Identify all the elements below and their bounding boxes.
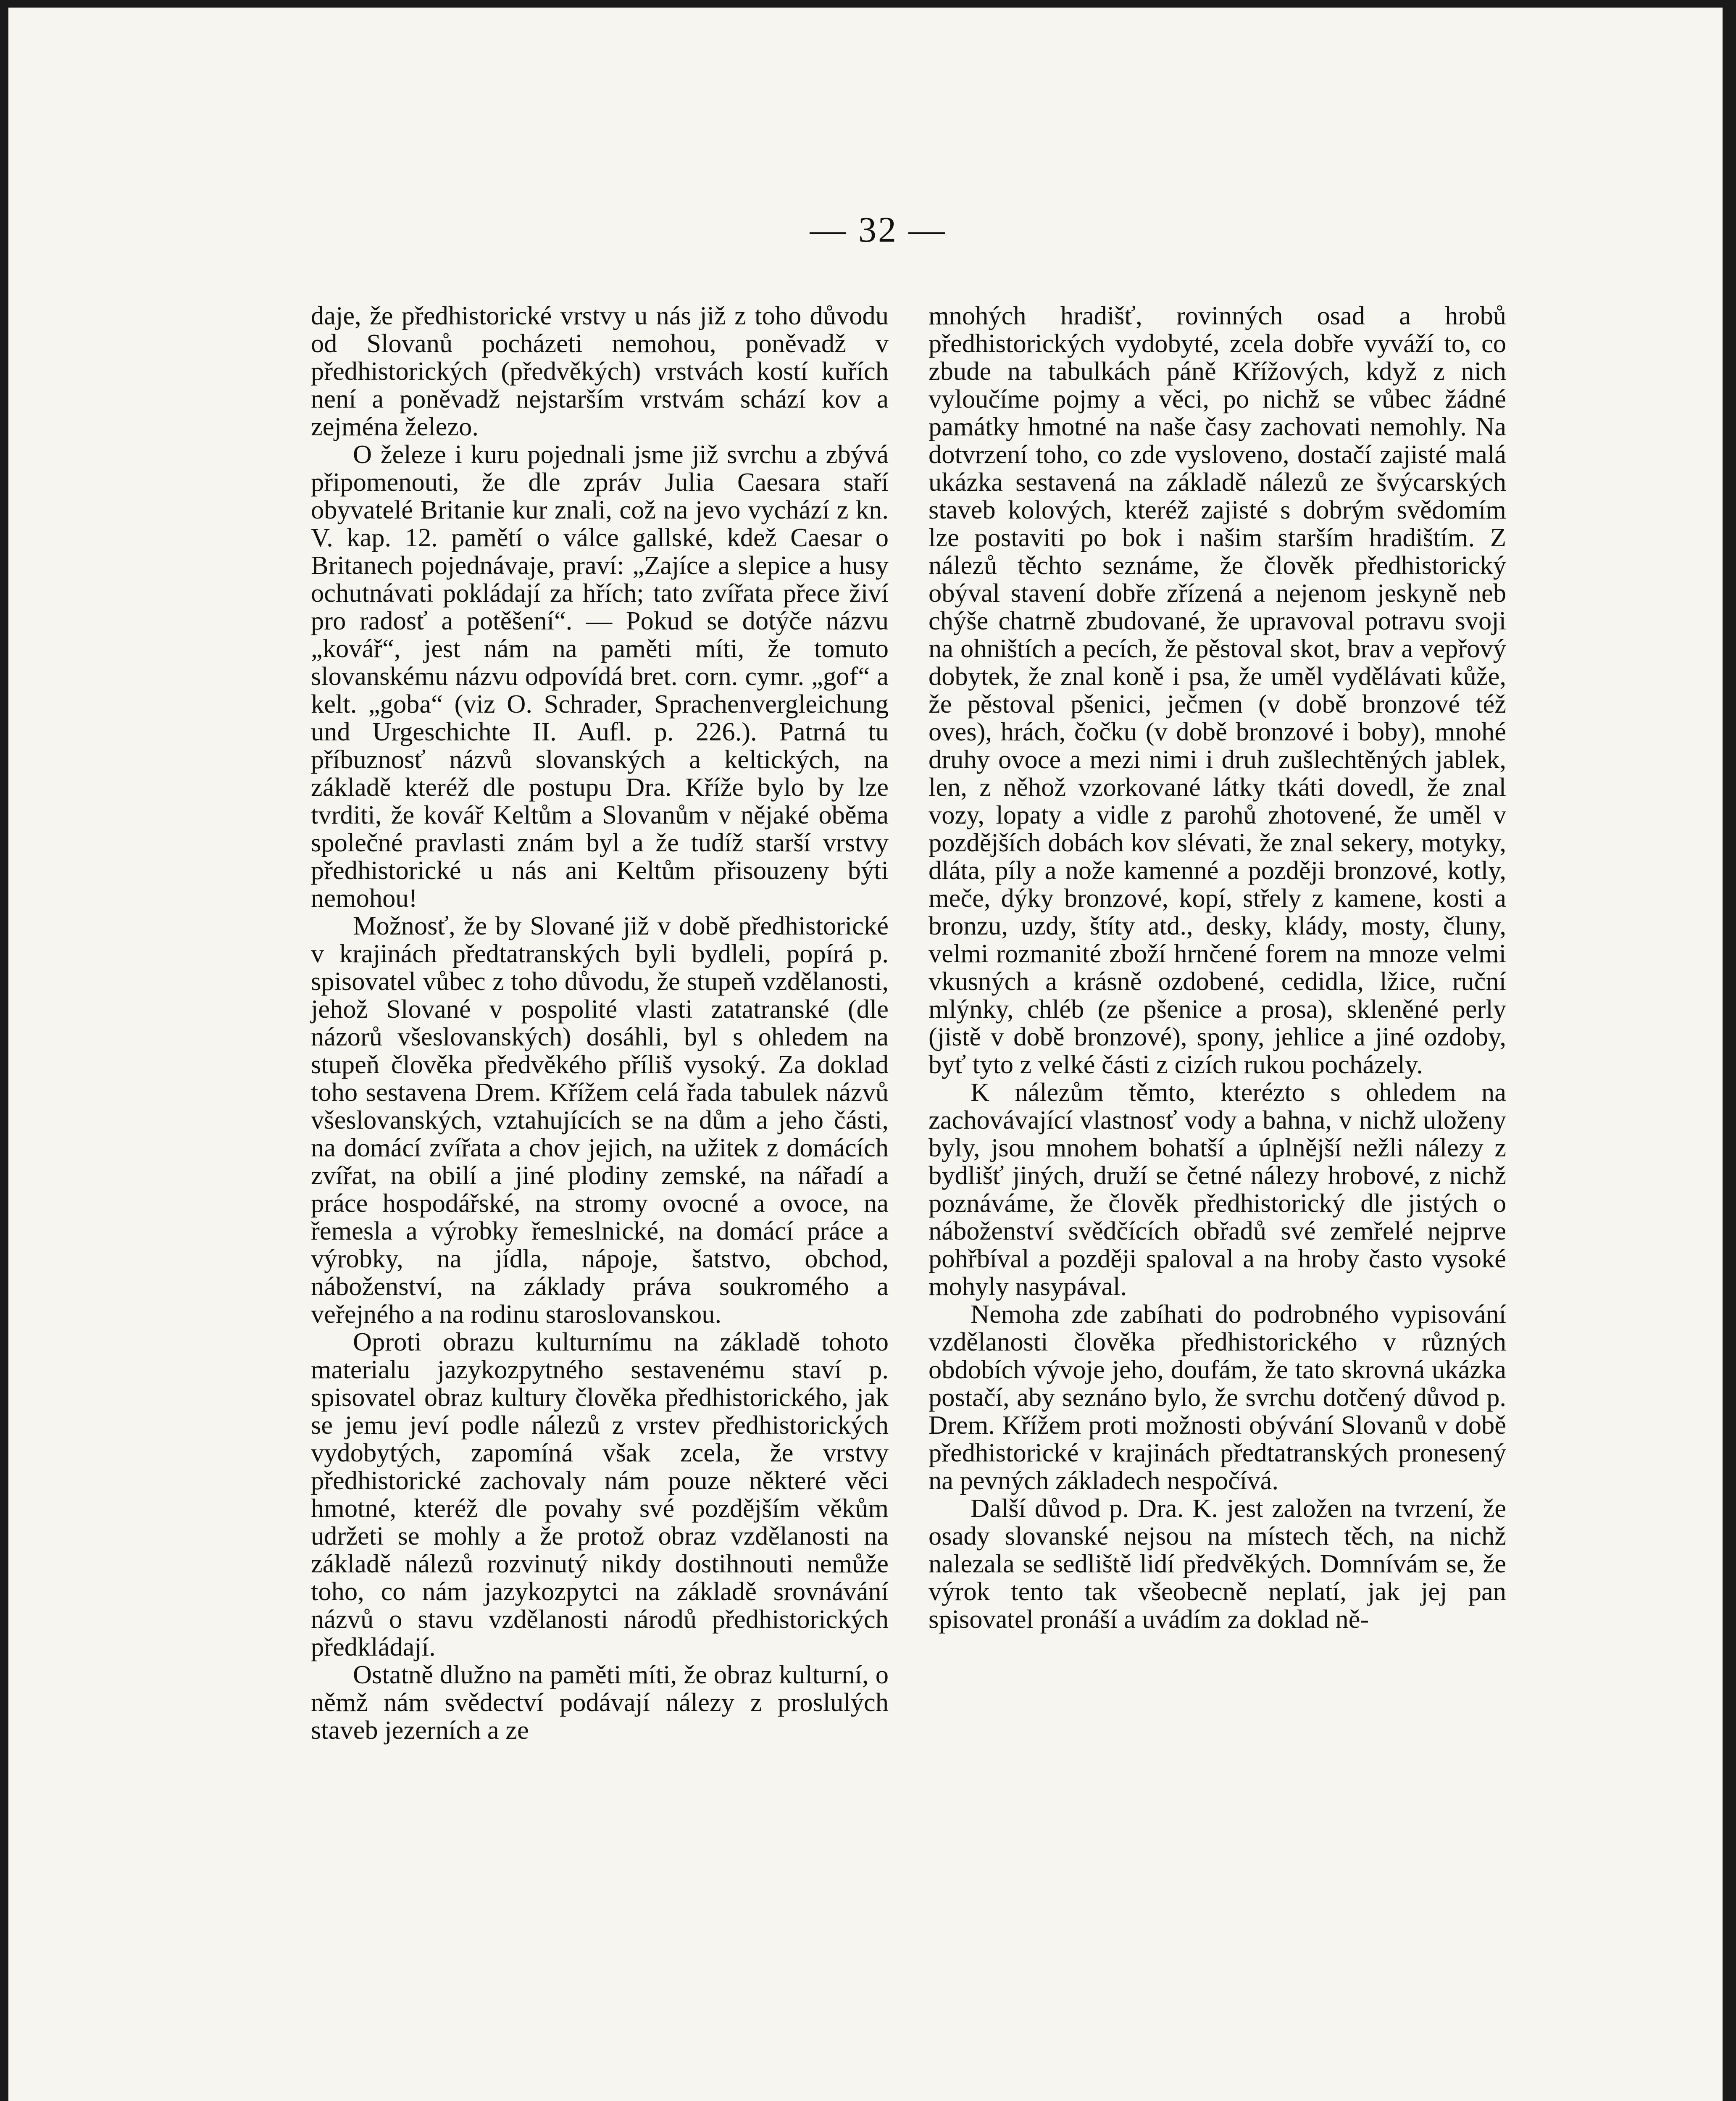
right-column [928,302,1506,1633]
paragraph: daje, že předhistorické vrstvy u nás již z toho důvodu od Slovanů pocházeti nemohou, poněvadž v předhistorických (předvěkých) vrstvách kostí kuřích není a poněvadž nejstarším vrstvám schází kov a zejména železo. [311,301,889,441]
page-number: — 32 — [810,209,947,250]
paragraph: mnohých hradišť, rovinných osad a hrobů předhistorických vydobyté, zcela dobře vyváží to, co zbude na tabulkách páně Křížových, když z nich vyloučíme pojmy a věci, po nichž se vůbec žádné památky hmotné na naše časy zachovati nemohly. Na dotvrzení toho, co zde vysloveno, dostačí zajisté malá ukázka sestavená na základě nálezů ze švýcarských staveb kolových, kteréž zajisté s dobrým svědomím lze postaviti po bok i našim starším hradištím. Z nálezů těchto seznáme, že člověk předhistorický obýval stavení dobře zřízená a nejenom jeskyně neb chýše chatrně zbudované, že upravoval potravu svoji na ohništích a pecích, že pěstoval skot, brav a vepřový dobytek, že znal koně i psa, že uměl vydělávati kůže, že pěstoval pšenici, ječmen (v době bronzové též oves), hrách, čočku (v době bronzové i boby), mnohé druhy ovoce a mezi nimi i druh zušlechtěných jablek, len, z něhož vzorkované látky tkáti dovedl, že znal vozy, lopaty a vidle z parohů zhotovené, že uměl v pozdějších dobách kov slévati, že znal sekery, motyky, dláta, píly a nože kamenné a později bronzové, kotly, meče, dýky bronzové, kopí, střely z kamene, kosti a bronzu, uzdy, štíty atd., desky, klády, mosty, čluny, velmi rozmanité zboží hrnčené forem na mnoze velmi vkusných a krásně ozdobené, cedidla, lžice, ruční mlýnky, chléb (ze pšenice a prosa), skleněné perly (jistě v době bronzové), spony, jehlice a jiné ozdoby, byť tyto z velké části z cizích rukou pocházely. [928,301,1506,1079]
paragraph: Ostatně dlužno na paměti míti, že obraz kulturní, o němž nám svědectví podávají nálezy z proslulých staveb jezerních a ze [311,1660,889,1745]
left-column [311,302,889,1744]
paragraph: Oproti obrazu kulturnímu na základě tohoto materialu jazykozpytného sestavenému staví p. spisovatel obraz kultury člověka předhistorického, jak se jemu jeví podle nálezů z vrstev předhistorických vydobytých, zapomíná však zcela, že vrstvy předhistorické zachovaly nám pouze některé věci hmotné, kteréž dle povahy své pozdějším věkům udržeti se mohly a že protož obraz vzdělanosti na základě nálezů rozvinutý nikdy dostihnouti nemůže toho, co nám jazykozpytci na základě srovnávání názvů o stavu vzdělanosti národů předhistorických předkládají. [311,1327,889,1661]
paragraph: Další důvod p. Dra. K. jest založen na tvrzení, že osady slovanské nejsou na místech těch, na nichž nalezala se sedliště lidí předvěkých. Domnívám se, že výrok tento tak všeobecně neplatí, jak jej pan spisovatel pronáší a uvádím za doklad ně- [928,1493,1506,1634]
paragraph: Možnosť, že by Slované již v době předhistorické v krajinách předtatranských byli bydleli, popírá p. spisovatel vůbec z toho důvodu, že stupeň vzdělanosti, jehož Slované v pospolité vlasti zatatranské (dle názorů všeslovanských) dosáhli, byl s ohledem na stupeň člověka předvěkého příliš vysoký. Za doklad toho sestavena Drem. Křížem celá řada tabulek názvů všeslovanských, vztahujících se na dům a jeho části, na domácí zvířata a chov jejich, na užitek z domácích zvířat, na obilí a jiné plodiny zemské, na nářadí a práce hospodářské, na stromy ovocné a ovoce, na řemesla a výrobky řemeslnické, na domácí práce a výrobky, na jídla, nápoje, šatstvo, obchod, náboženství, na základy práva soukromého a veřejného a na rodinu staroslovanskou. [311,911,889,1329]
paragraph: Nemoha zde zabíhati do podrobného vypisování vzdělanosti člověka předhistorického v různých obdobích vývoje jeho, doufám, že tato skrovná ukázka postačí, aby seznáno bylo, že svrchu dotčený důvod p. Drem. Křížem proti možnosti obývání Slovanů v době předhistorické v krajinách předtatranských pronesený na pevných základech nespočívá. [928,1299,1506,1495]
paragraph: K nálezům těmto, kterézto s ohledem na zachovávající vlastnosť vody a bahna, v nichž uloženy byly, jsou mnohem bohatší a úplnější nežli nálezy z bydlišť jiných, druží se četné nálezy hrobové, z nichž poznáváme, že člověk předhistorický dle jistých o náboženství svědčících obřadů své zemřelé nejprve pohřbíval a později spaloval a na hroby často vysoké mohyly nasypával. [928,1077,1506,1301]
page [8,8,1723,2101]
paragraph: O železe i kuru pojednali jsme již svrchu a zbývá připomenouti, že dle zpráv Julia Caesara staří obyvatelé Britanie kur znali, což na jevo vychází z kn. V. kap. 12. pamětí o válce gallské, kdež Caesar o Britanech pojednávaje, praví: „Zajíce a slepice a husy ochutnávati pokládají za hřích; tato zvířata přece živí pro radosť a potěšení“. — Pokud se dotýče názvu „kovář“, jest nám na paměti míti, že tomuto slovanskému názvu odpovídá bret. corn. cymr. „gof“ a kelt. „goba“ (viz O. Schrader, Sprachenvergleichung und Urgeschichte II. Aufl. p. 226.). Patrná tu příbuznosť názvů slovanských a keltických, na základě kteréž dle postupu Dra. Kříže bylo by lze tvrditi, že kovář Keltům a Slovanům v nějaké oběma společné pravlasti znám byl a že tudíž starší vrstvy předhistorické u nás ani Keltům přisouzeny býti nemohou! [311,440,889,913]
